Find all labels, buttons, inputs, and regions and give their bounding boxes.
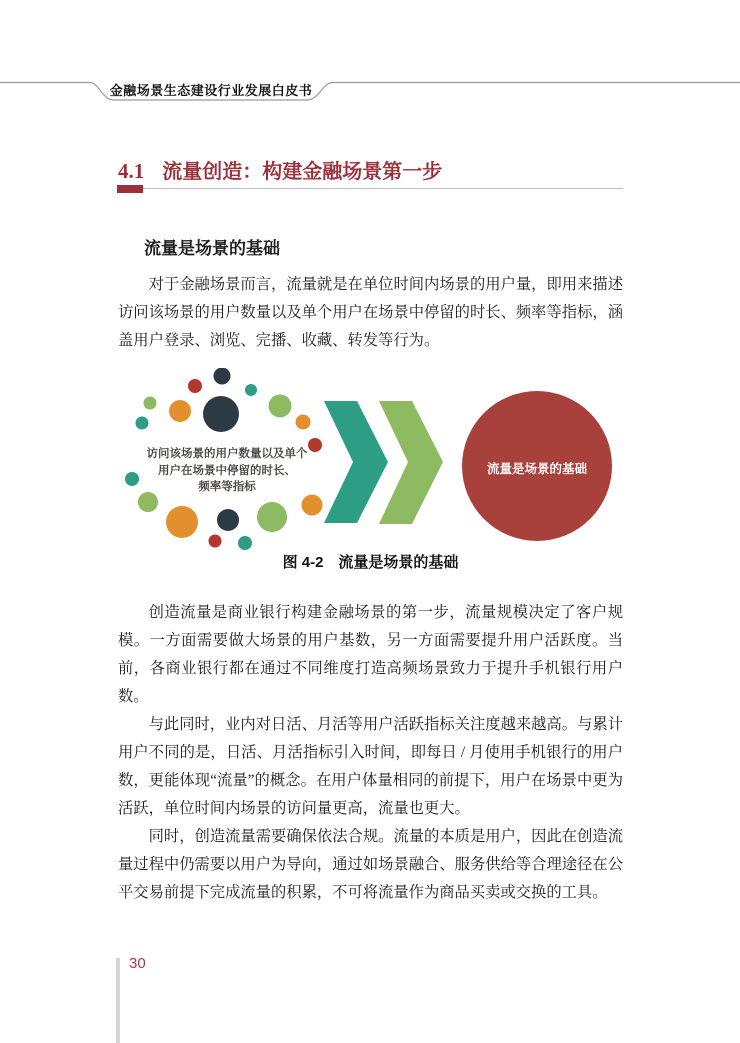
cluster-circle [144,397,157,410]
section-title: 流量创造：构建金融场景第一步 [162,161,443,183]
cluster-circle [203,396,239,432]
chevron-arrow-1 [324,401,388,523]
cluster-circle [136,417,149,430]
paragraph: 对于金融场景而言，流量就是在单位时间内场景的用户量，即用来描述访问该场景的用户数量以及单个用户在场景中停留的时长、频率等指标，涵盖用户登录、浏览、完播、收藏、转发等行为。 [118,276,623,349]
chevron-arrow-2 [379,401,443,524]
cluster-label-line: 频率等指标 [198,481,256,493]
cluster-circle [209,535,222,548]
cluster-circle [245,384,257,396]
paragraph: 同时，创造流量需要确保依法合规。流量的本质是用户，因此在创造流量过程中仍需要以用户为导向，通过如场景融合、服务供给等合理途径在公平交易前提下完成流量的积累，不可将流量作为商品买卖或交换的工具。 [118,828,623,901]
section-number: 4.1 [118,159,145,183]
running-header-title: 金融场景生态建设行业发展白皮书 [109,83,313,98]
page-number: 30 [129,955,146,972]
paragraph: 创造流量是商业银行构建金融场景的第一步，流量规模决定了客户规模。一方面需要做大场景的用户基数，另一方面需要提升用户活跃度。当前，各商业银行都在通过不同维度打造高频场景致力于提升手机银行用户数。 [118,604,623,705]
body-block-2 [118,599,623,907]
result-circle-label: 流量是场景的基础 [486,462,587,476]
cluster-label-line: 访问该场景的用户数量以及单个 [146,448,308,460]
cluster-circle [296,415,311,430]
footer-vertical-line [116,958,120,1043]
cluster-circle [269,395,292,418]
cluster-label-line: 用户在场景中停留的时长、 [158,464,296,477]
cluster-circle [217,509,239,531]
cluster-label [127,446,327,496]
cluster-circle [302,495,323,516]
heading-rule-line [143,188,623,189]
section-heading-rule [117,185,623,194]
section-heading [118,158,623,185]
figure-caption: 图 4-2 流量是场景的基础 [282,554,459,571]
cluster-circle [188,379,202,393]
paragraph: 与此同时，业内对日活、月活等用户活跃指标关注度越来越高。与累计用户不同的是，日活、月活指标引入时间，即每日 / 月使用手机银行的用户数，更能体现“流量”的概念。在用户体量相同的前提下，用户在场景中更为活跃，单位时间内场景的访问量更高，流量也更大。 [118,716,623,817]
cluster-circle [169,400,191,422]
cluster-circle [257,502,287,532]
cluster-circle [238,536,252,550]
cluster-circle [166,506,198,538]
subheading: 流量是场景的基础 [144,239,280,258]
cluster-circle [214,368,231,385]
body-block-1 [118,271,623,355]
heading-rule-accent [117,185,143,193]
